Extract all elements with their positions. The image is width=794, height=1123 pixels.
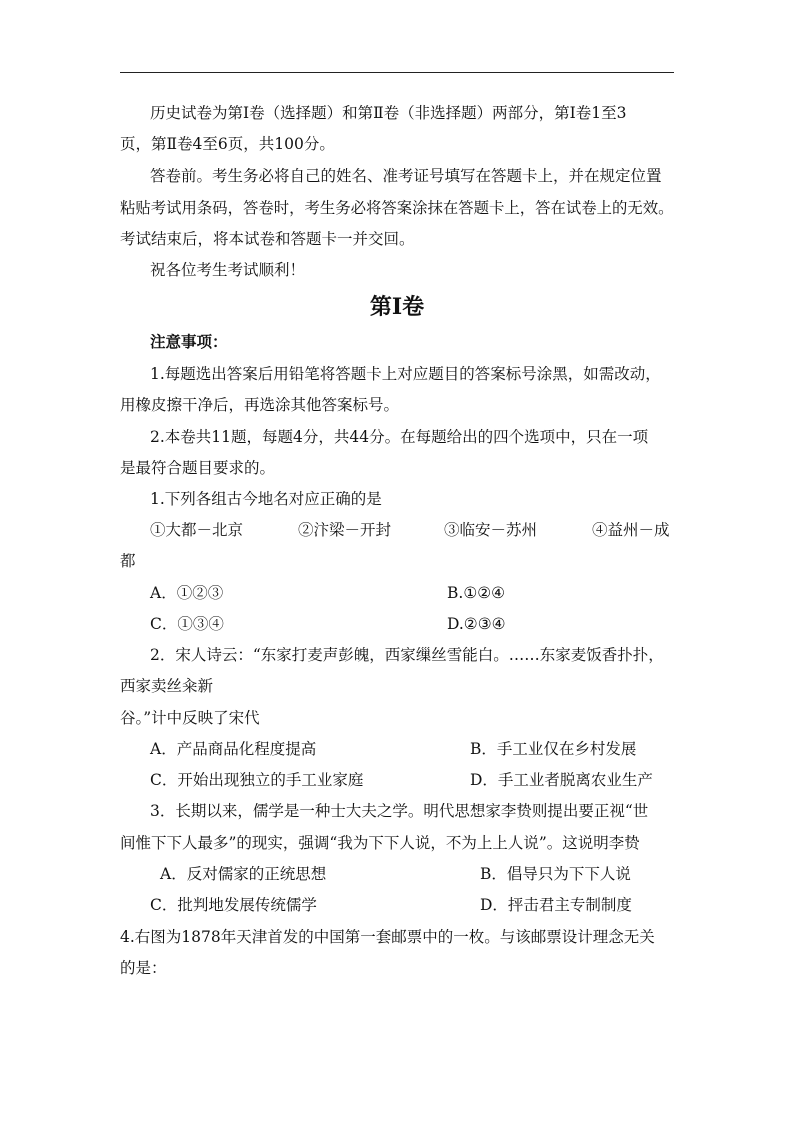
q2-option-b: B．手工业仅在乡村发展 [470,740,637,758]
notes-heading: 注意事项： [150,332,228,351]
q1-item-3: ③临安－苏州 [444,521,538,539]
intro-paragraph-2-line-2: 粘贴考试用条码，答卷时，考生务必将答案涂抹在答题卡上，答在试卷上的无效。 [120,199,674,217]
q3-option-c: C．批判地发展传统儒学 [150,896,317,914]
note-2-line-2: 是最符合题目要求的。 [120,459,276,477]
header-rule [120,72,674,73]
q3-stem-line-2: 间惟下下人最多”的现实，强调“我为下下人说，不为上上人说”。这说明李贽 [120,834,640,852]
intro-paragraph-3: 祝各位考生考试顺利！ [150,261,306,279]
note-1-line-1: 1.每题选出答案后用铅笔将答题卡上对应题目的答案标号涂黑，如需改动， [150,365,661,383]
intro-paragraph-1-line-1: 历史试卷为第Ⅰ卷（选择题）和第Ⅱ卷（非选择题）两部分，第Ⅰ卷1至3 [150,104,627,122]
q3-option-b: B．倡导只为下下人说 [480,865,631,883]
intro-paragraph-1-line-2: 页，第Ⅱ卷4至6页，共100分。 [120,135,335,153]
q2-stem-line-3: 谷。”计中反映了宋代 [120,709,260,727]
q4-stem-line-2: 的是： [120,959,167,977]
q1-item-4: ④益州－成 [592,521,670,539]
q1-option-a: A．①②③ [150,584,224,602]
q2-stem-line-2: 西家卖丝籴新 [120,677,214,695]
q1-stem: 1.下列各组古今地名对应正确的是 [150,490,382,508]
q3-option-d: D．抨击君主专制制度 [480,896,632,914]
intro-paragraph-2-line-1: 答卷前。考生务必将自己的姓名、准考证号填写在答题卡上，并在规定位置 [150,167,662,185]
q1-option-c: C．①③④ [150,615,224,633]
intro-paragraph-2-line-3: 考试结束后，将本试卷和答题卡一并交回。 [120,230,415,248]
q3-option-a: A．反对儒家的正统思想 [160,865,327,883]
q2-option-c: C．开始出现独立的手工业家庭 [150,771,364,789]
q2-option-a: A．产品商品化程度提高 [150,740,317,758]
q1-item-1: ①大都－北京 [150,521,244,539]
q1-option-d: D.②③④ [447,615,506,633]
note-1-line-2: 用橡皮擦干净后，再选涂其他答案标号。 [120,396,400,414]
q1-item-4-wrap: 都 [120,552,136,570]
q1-option-b: B.①②④ [447,584,506,602]
q2-stem-line-1: 2．宋人诗云：“东家打麦声彭魄，西家缫丝雪能白。……东家麦饭香扑扑， [150,646,664,664]
section-title: 第Ⅰ卷 [369,294,425,320]
q1-item-2: ②汴梁－开封 [298,521,392,539]
note-2-line-1: 2.本卷共11题，每题4分，共44分。在每题给出的四个选项中，只在一项 [150,428,649,446]
q4-stem-line-1: 4.右图为1878年天津首发的中国第一套邮票中的一枚。与该邮票设计理念无关 [120,928,655,946]
q3-stem-line-1: 3．长期以来，儒学是一种士大夫之学。明代思想家李贽则提出要正视“世 [150,802,649,820]
q2-option-d: D．手工业者脱离农业生产 [470,771,653,789]
